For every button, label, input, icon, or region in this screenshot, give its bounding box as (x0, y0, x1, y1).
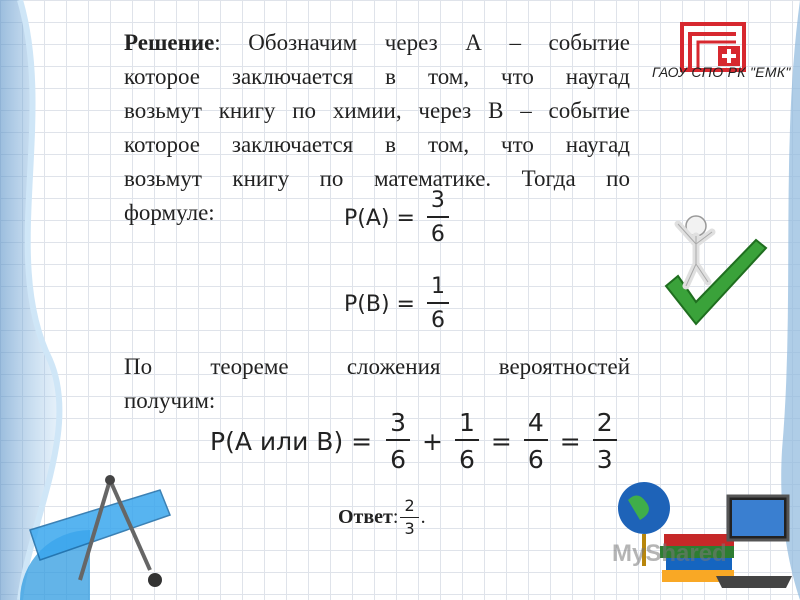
fraction-3-numerator: 4 (524, 410, 548, 441)
answer-label: Ответ (338, 506, 393, 528)
answer (338, 498, 426, 537)
answer-period: . (420, 506, 426, 528)
formula-pa (344, 190, 453, 246)
fraction-2-numerator: 1 (455, 410, 479, 441)
answer-fraction (400, 498, 418, 537)
fraction-3-denominator: 6 (527, 445, 544, 474)
theorem-line-1: По теореме сложения вероятностей (124, 354, 630, 379)
fraction-4-numerator: 2 (593, 410, 617, 441)
solution-line-1: : Обозначим через А – событие (214, 30, 630, 55)
watermark-text: MyShared (612, 540, 727, 567)
formula-sum-fraction-1 (386, 410, 410, 472)
college-logo (644, 14, 794, 94)
formula-sum (210, 410, 621, 472)
formula-sum-fraction-2 (455, 410, 479, 472)
solution-paragraph (124, 26, 630, 196)
formula-sum-fraction-3 (524, 410, 548, 472)
formula-pb-lhs: P(B) = (344, 291, 415, 317)
fraction-1-denominator: 6 (390, 445, 407, 474)
fraction-4-denominator: 3 (596, 445, 613, 474)
fraction-2-denominator: 6 (458, 445, 475, 474)
formula-pb-numerator: 1 (427, 276, 449, 304)
answer-colon: : (392, 506, 399, 528)
equals-sign-1: = (490, 426, 512, 456)
solution-line-6: формуле: (124, 200, 215, 225)
answer-denominator: 3 (404, 519, 415, 538)
theorem-text (124, 350, 630, 418)
formula-pb-denominator: 6 (430, 308, 445, 333)
solution-heading: Решение (124, 30, 215, 55)
formula-pb-fraction (427, 276, 449, 332)
fraction-1-numerator: 3 (386, 410, 410, 441)
formula-pa-lhs: P(A) = (344, 205, 415, 231)
checkmark-figure-icon (656, 206, 776, 346)
solution-line-2: которое заключается в том, что наугад (124, 64, 630, 89)
formula-pa-numerator: 3 (427, 190, 449, 218)
plus-sign: + (422, 426, 443, 456)
formula-pb (344, 276, 453, 332)
formula-pa-denominator: 6 (430, 222, 445, 247)
ruler-compass-icon (10, 470, 180, 600)
theorem-line-2: получим: (124, 388, 216, 413)
formula-sum-lhs: P(А или B) = (210, 426, 373, 456)
logo-text: ГАОУ СПО РК "ЕМК" (652, 64, 791, 80)
formula-pa-fraction (427, 190, 449, 246)
equals-sign-2: = (559, 426, 581, 456)
solution-line-4: которое заключается в том, что наугад (124, 132, 630, 157)
answer-numerator: 2 (400, 498, 418, 518)
globe-books-icon (616, 476, 792, 594)
solution-line-5: возьмут книгу по математике. Тогда по (124, 166, 630, 191)
formula-sum-fraction-4 (593, 410, 617, 472)
solution-line-3: возьмут книгу по химии, через В – событие (124, 98, 630, 123)
